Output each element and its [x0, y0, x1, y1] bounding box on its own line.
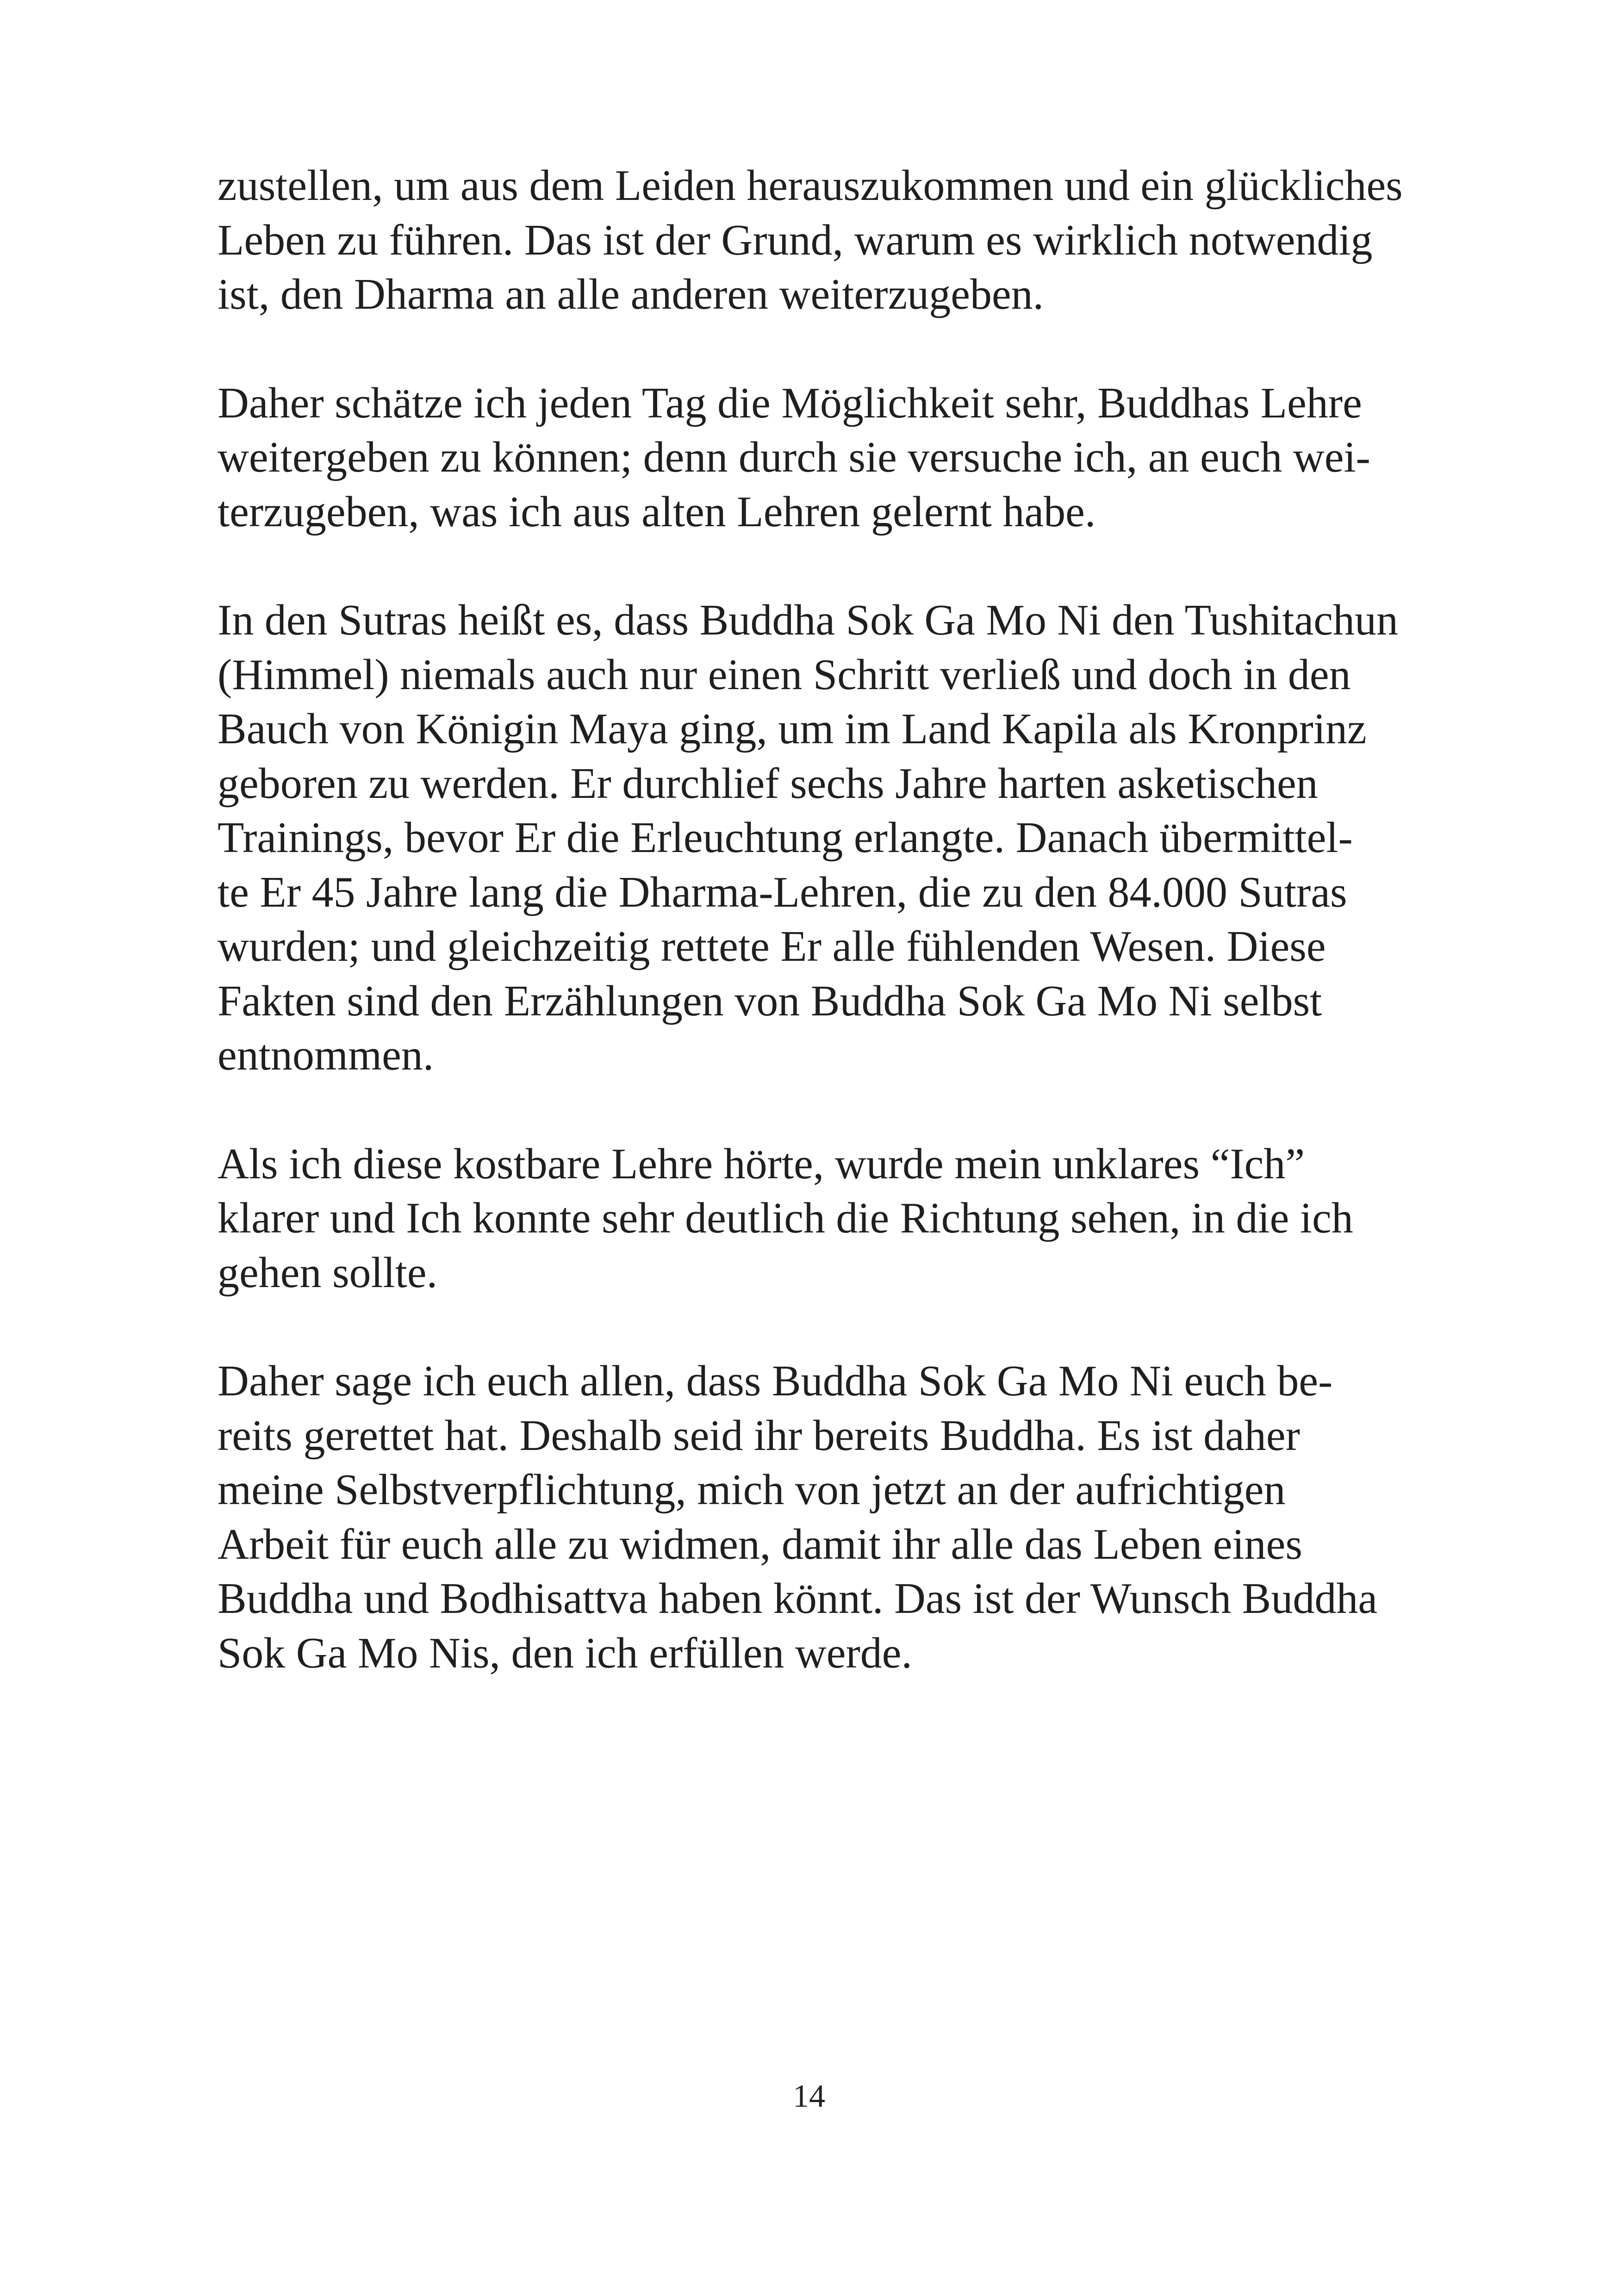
text-line: Daher sage ich euch allen, dass Buddha Sok Ga Mo Ni euch be-: [218, 1357, 1333, 1405]
text-line: Bauch von Königin Maya ging, um im Land Kapila als Kronprinz: [218, 705, 1367, 753]
body-text: [218, 159, 1476, 1680]
paragraph-spacer: [218, 1083, 1476, 1137]
text-line: zustellen, um aus dem Leiden herauszukommen und ein glückliches: [218, 162, 1403, 210]
page-number: 14: [793, 2078, 825, 2114]
text-line: entnommen.: [218, 1031, 434, 1079]
text-line: geboren zu werden. Er durchlief sechs Jahre harten asketischen: [218, 759, 1318, 808]
paragraph-spacer: [218, 1300, 1476, 1354]
text-line: Trainings, bevor Er die Erleuchtung erlangte. Danach übermittel-: [218, 814, 1353, 862]
text-line: te Er 45 Jahre lang die Dharma-Lehren, die zu den 84.000 Sutras: [218, 868, 1347, 916]
paragraph-3: [218, 593, 1476, 1083]
paragraph-spacer: [218, 539, 1476, 593]
paragraph-4: [218, 1137, 1476, 1300]
text-line: In den Sutras heißt es, dass Buddha Sok Ga Mo Ni den Tushitachun: [218, 596, 1398, 644]
text-line: reits gerettet hat. Deshalb seid ihr bereits Buddha. Es ist daher: [218, 1411, 1300, 1460]
text-line: Daher schätze ich jeden Tag die Möglichkeit sehr, Buddhas Lehre: [218, 379, 1362, 427]
paragraph-2: [218, 376, 1476, 540]
text-line: terzugeben, was ich aus alten Lehren gelernt habe.: [218, 487, 1096, 536]
text-line: gehen sollte.: [218, 1248, 438, 1297]
text-line: ist, den Dharma an alle anderen weiterzugeben.: [218, 270, 1044, 318]
text-line: Fakten sind den Erzählungen von Buddha Sok Ga Mo Ni selbst: [218, 977, 1322, 1025]
text-line: Als ich diese kostbare Lehre hörte, wurde mein unklares “Ich”: [218, 1139, 1305, 1188]
text-line: Buddha und Bodhisattva haben könnt. Das ist der Wunsch Buddha: [218, 1574, 1378, 1623]
text-line: klarer und Ich konnte sehr deutlich die Richtung sehen, in die ich: [218, 1194, 1353, 1242]
paragraph-5: [218, 1354, 1476, 1680]
text-line: Arbeit für euch alle zu widmen, damit ihr alle das Leben eines: [218, 1520, 1302, 1568]
text-line: Leben zu führen. Das ist der Grund, warum es wirklich notwendig: [218, 216, 1373, 264]
text-line: wurden; und gleichzeitig rettete Er alle fühlenden Wesen. Diese: [218, 922, 1326, 971]
paragraph-1: [218, 159, 1476, 322]
text-line: (Himmel) niemals auch nur einen Schritt verließ und doch in den: [218, 650, 1351, 699]
paragraph-spacer: [218, 322, 1476, 376]
text-line: Sok Ga Mo Nis, den ich erfüllen werde.: [218, 1629, 913, 1677]
text-line: meine Selbstverpflichtung, mich von jetzt an der aufrichtigen: [218, 1466, 1286, 1514]
text-line: weitergeben zu können; denn durch sie versuche ich, an euch wei-: [218, 433, 1370, 481]
